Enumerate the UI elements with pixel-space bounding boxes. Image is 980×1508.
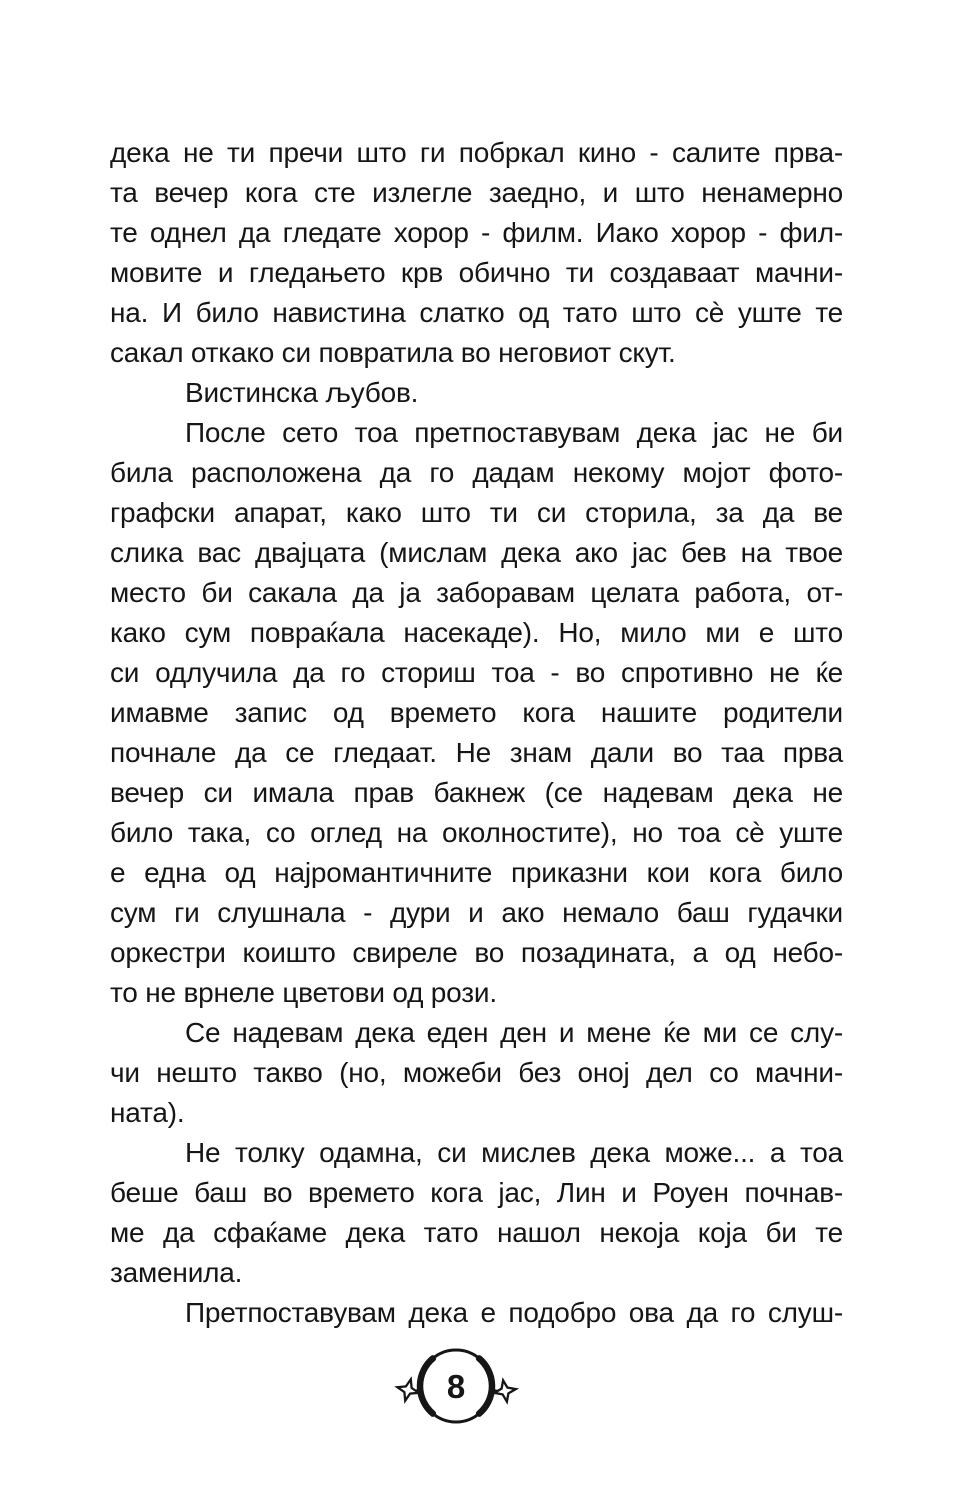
text-line: Вистинска љубов. xyxy=(185,377,419,408)
text-line: Претпоставувам дека е подобро ова да го слуш- xyxy=(185,1297,843,1328)
text-line: те однел да гледате хорор - филм. Иако хорор - фил- xyxy=(110,217,843,248)
text-line: После сето тоа претпоставувам дека јас не би xyxy=(185,417,843,448)
text-line: Не толку одамна, си мислев дека може... а тоа xyxy=(185,1137,843,1168)
text-line: место би сакала да ја заборавам целата работа, от- xyxy=(110,577,843,608)
text-line: како сум повраќала насекаде). Но, мило ми е што xyxy=(110,617,843,648)
text-line: си одлучила да го сториш тоа - во спротивно не ќе xyxy=(110,657,843,688)
text-line: ната). xyxy=(110,1097,185,1128)
text-line: почнале да се гледаат. Не знам дали во таа прва xyxy=(110,737,843,768)
text-line: то не врнеле цветови од рози. xyxy=(110,977,497,1008)
star-right-icon xyxy=(494,1380,515,1401)
text-line: чи нешто такво (но, можеби без оној дел со мачни- xyxy=(110,1057,843,1088)
text-line: било така, со оглед на околностите), но тоа сѐ уште xyxy=(110,817,843,848)
page-ornament xyxy=(391,1341,521,1431)
text-line: била расположена да го дадам некому мојот фото- xyxy=(110,457,843,488)
text-line: имавме запис од времето кога нашите родители xyxy=(110,697,843,728)
text-line: заменила. xyxy=(110,1257,243,1288)
text-line: дека не ти пречи што ги побркал кино - салите прва- xyxy=(110,137,843,168)
star-left-icon xyxy=(397,1379,418,1400)
text-line: оркестри коишто свиреле во позадината, а од небо- xyxy=(110,937,843,968)
text-line: на. И било навистина слатко од тато што сѐ уште те xyxy=(110,297,843,328)
text-line: ме да сфаќаме дека тато нашол некоја која би те xyxy=(110,1217,843,1248)
text-line: беше баш во времето кога јас, Лин и Роуен почнав- xyxy=(110,1177,843,1208)
text-line: та вечер кога сте излегле заедно, и што ненамерно xyxy=(110,177,843,208)
text-line: сакал откако си повратила во неговиот скут. xyxy=(110,337,676,368)
text-line: сум ги слушнала - дури и ако немало баш гудачки xyxy=(110,897,843,928)
text-block xyxy=(110,133,843,1333)
text-line: Се надевам дека еден ден и мене ќе ми се слу- xyxy=(185,1017,843,1048)
text-line: графски апарат, како што ти си сторила, за да ве xyxy=(110,497,843,528)
page-number: 8 xyxy=(446,1368,466,1405)
text-line: слика вас двајцата (мислам дека ако јас бев на твое xyxy=(110,537,843,568)
text-line: вечер си имала прав бакнеж (се надевам дека не xyxy=(110,777,843,808)
text-line: мовите и гледањето крв обично ти создаваат мачни- xyxy=(110,257,843,288)
text-line: е една од најромантичните приказни кои кога било xyxy=(110,857,843,888)
